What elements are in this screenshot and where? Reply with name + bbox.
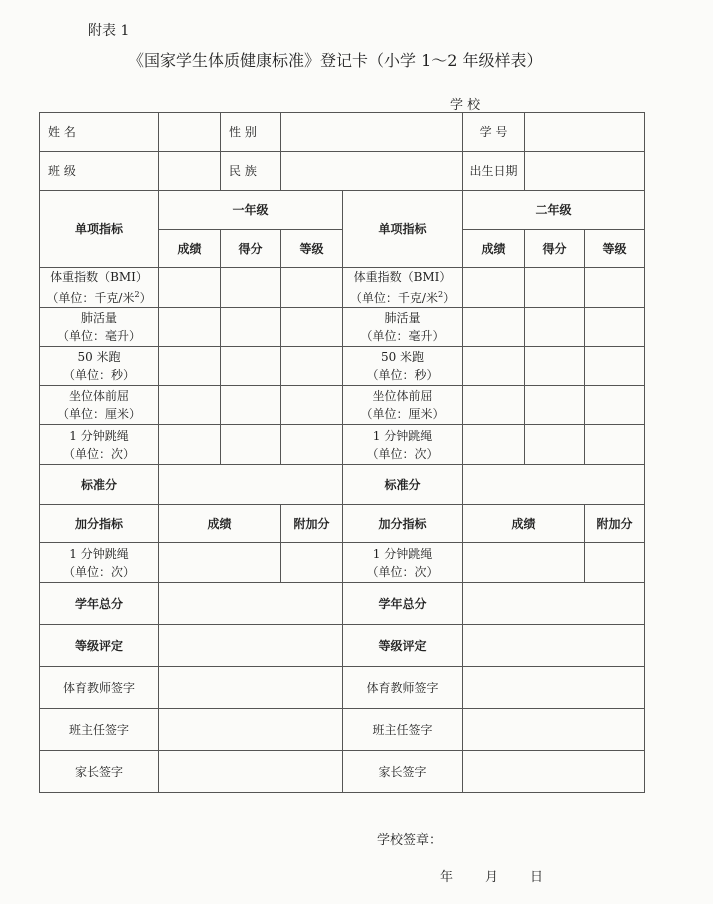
g2-level-cell[interactable] (585, 268, 645, 308)
head-teacher-label: 班主任签字 (343, 709, 463, 751)
pe-teacher-label: 体育教师签字 (343, 667, 463, 709)
g2-level-cell[interactable] (585, 308, 645, 347)
rating-row (40, 625, 645, 667)
indicator-label: 肺活量 （单位：毫升） (40, 308, 159, 347)
bonus-item-label: 1 分钟跳绳 （单位：次） (343, 543, 463, 583)
bonus-header-row (40, 505, 645, 543)
standard-score-row (40, 465, 645, 505)
indicator-row (40, 347, 645, 386)
g1-score-cell[interactable] (159, 425, 221, 465)
g2-score-cell[interactable] (463, 347, 525, 386)
pe-teacher-row (40, 667, 645, 709)
g1-bonus-points-cell[interactable] (281, 543, 343, 583)
g2-points-cell[interactable] (525, 308, 585, 347)
class-value-cell[interactable] (159, 152, 221, 191)
g2-points-cell[interactable] (525, 347, 585, 386)
g2-standard-score-cell[interactable] (463, 465, 645, 505)
ethnicity-label-cell: 民 族 (221, 152, 281, 191)
bonus-header: 加分指标 (40, 505, 159, 543)
gender-label-cell: 性 别 (221, 113, 281, 152)
g1-points-cell[interactable] (221, 386, 281, 425)
standard-score-label: 标准分 (40, 465, 159, 505)
indicator-label: 体重指数（BMI） （单位：千克/米$^2$） (343, 268, 463, 308)
head-teacher-row (40, 709, 645, 751)
g2-points-cell[interactable] (525, 425, 585, 465)
g2-score-cell[interactable] (463, 425, 525, 465)
class-label: 班 级 (40, 152, 159, 191)
g1-score-cell[interactable] (159, 308, 221, 347)
registration-card-table (39, 112, 645, 793)
g1-level-header: 等级 (281, 230, 343, 268)
sign-date (440, 866, 575, 885)
indicator-label: 1 分钟跳绳 （单位：次） (40, 425, 159, 465)
g1-points-cell[interactable] (221, 347, 281, 386)
g1-points-cell[interactable] (221, 308, 281, 347)
indicator-label: 坐位体前屈 （单位：厘米） (40, 386, 159, 425)
g2-score-cell[interactable] (463, 308, 525, 347)
head-teacher-label: 班主任签字 (40, 709, 159, 751)
g2-parent-sign-cell[interactable] (463, 751, 645, 793)
g2-rating-cell[interactable] (463, 625, 645, 667)
g1-head-teacher-sign-cell[interactable] (159, 709, 343, 751)
bonus-header: 加分指标 (343, 505, 463, 543)
g2-bonus-points-header: 附加分 (585, 505, 645, 543)
g1-score-cell[interactable] (159, 347, 221, 386)
rating-label: 等级评定 (343, 625, 463, 667)
g2-points-cell[interactable] (525, 386, 585, 425)
g1-bonus-points-header: 附加分 (281, 505, 343, 543)
info-row-1 (40, 113, 645, 152)
g2-total-cell[interactable] (463, 583, 645, 625)
indicator-label: 体重指数（BMI） （单位：千克/米$^2$） (40, 268, 159, 308)
bonus-item-label: 1 分钟跳绳 （单位：次） (40, 543, 159, 583)
student-no-value-cell[interactable] (525, 113, 645, 152)
standard-score-label: 标准分 (343, 465, 463, 505)
name-label: 姓 名 (40, 113, 159, 152)
school-field (450, 94, 626, 113)
birthdate-value-cell[interactable] (525, 152, 645, 191)
birthdate-label-cell: 出生日期 (463, 152, 525, 191)
name-value-cell[interactable] (159, 113, 221, 152)
bonus-row (40, 543, 645, 583)
g1-level-cell[interactable] (281, 386, 343, 425)
g1-rating-cell[interactable] (159, 625, 343, 667)
indicator-label: 坐位体前屈 （单位：厘米） (343, 386, 463, 425)
gender-value-cell[interactable] (281, 113, 463, 152)
indicator-label: 1 分钟跳绳 （单位：次） (343, 425, 463, 465)
item-header-right: 单项指标 (343, 191, 463, 268)
year-label: 年 (440, 870, 454, 885)
pe-teacher-label: 体育教师签字 (40, 667, 159, 709)
g2-score-header: 成绩 (463, 230, 525, 268)
indicator-row (40, 268, 645, 308)
grade-header-row (40, 191, 645, 230)
g2-head-teacher-sign-cell[interactable] (463, 709, 645, 751)
page-title: 《国家学生体质健康标准》登记卡（小学 1～2 年级样表） (128, 51, 543, 70)
g2-bonus-score-cell[interactable] (463, 543, 585, 583)
parent-label: 家长签字 (40, 751, 159, 793)
total-label: 学年总分 (343, 583, 463, 625)
g2-score-cell[interactable] (463, 268, 525, 308)
g1-level-cell[interactable] (281, 308, 343, 347)
grade1-header: 一年级 (159, 191, 343, 230)
info-row-2 (40, 152, 645, 191)
g1-score-header: 成绩 (159, 230, 221, 268)
g1-level-cell[interactable] (281, 425, 343, 465)
g2-level-cell[interactable] (585, 347, 645, 386)
total-label: 学年总分 (40, 583, 159, 625)
item-header-left: 单项指标 (40, 191, 159, 268)
g2-points-header: 得分 (525, 230, 585, 268)
indicator-label: 肺活量 （单位：毫升） (343, 308, 463, 347)
g1-bonus-score-header: 成绩 (159, 505, 281, 543)
g1-points-header: 得分 (221, 230, 281, 268)
school-input-line[interactable] (502, 98, 626, 113)
indicator-row (40, 425, 645, 465)
parent-row (40, 751, 645, 793)
ethnicity-value-cell[interactable] (281, 152, 463, 191)
g2-points-cell[interactable] (525, 268, 585, 308)
g2-bonus-score-header: 成绩 (463, 505, 585, 543)
g2-pe-teacher-sign-cell[interactable] (463, 667, 645, 709)
indicator-row (40, 308, 645, 347)
school-label: 学 校 (450, 98, 481, 113)
g1-level-cell[interactable] (281, 347, 343, 386)
g2-level-cell[interactable] (585, 425, 645, 465)
day-label: 日 (530, 870, 544, 885)
g1-standard-score-cell[interactable] (159, 465, 343, 505)
g1-bonus-score-cell[interactable] (159, 543, 281, 583)
g2-score-cell[interactable] (463, 386, 525, 425)
g1-score-cell[interactable] (159, 268, 221, 308)
grade2-header: 二年级 (463, 191, 645, 230)
rating-label: 等级评定 (40, 625, 159, 667)
total-row (40, 583, 645, 625)
month-label: 月 (485, 870, 499, 885)
g2-level-cell[interactable] (585, 386, 645, 425)
g1-total-cell[interactable] (159, 583, 343, 625)
indicator-label: 50 米跑 （单位：秒） (40, 347, 159, 386)
g2-bonus-points-cell[interactable] (585, 543, 645, 583)
g1-parent-sign-cell[interactable] (159, 751, 343, 793)
student-no-label-cell: 学 号 (463, 113, 525, 152)
g2-level-header: 等级 (585, 230, 645, 268)
indicator-label: 50 米跑 （单位：秒） (343, 347, 463, 386)
g1-pe-teacher-sign-cell[interactable] (159, 667, 343, 709)
g1-level-cell[interactable] (281, 268, 343, 308)
appendix-label: 附表 1 (88, 23, 130, 39)
parent-label: 家长签字 (343, 751, 463, 793)
indicator-row (40, 386, 645, 425)
g1-points-cell[interactable] (221, 425, 281, 465)
g1-points-cell[interactable] (221, 268, 281, 308)
g1-score-cell[interactable] (159, 386, 221, 425)
school-seal-label: 学校签章： (377, 833, 443, 848)
